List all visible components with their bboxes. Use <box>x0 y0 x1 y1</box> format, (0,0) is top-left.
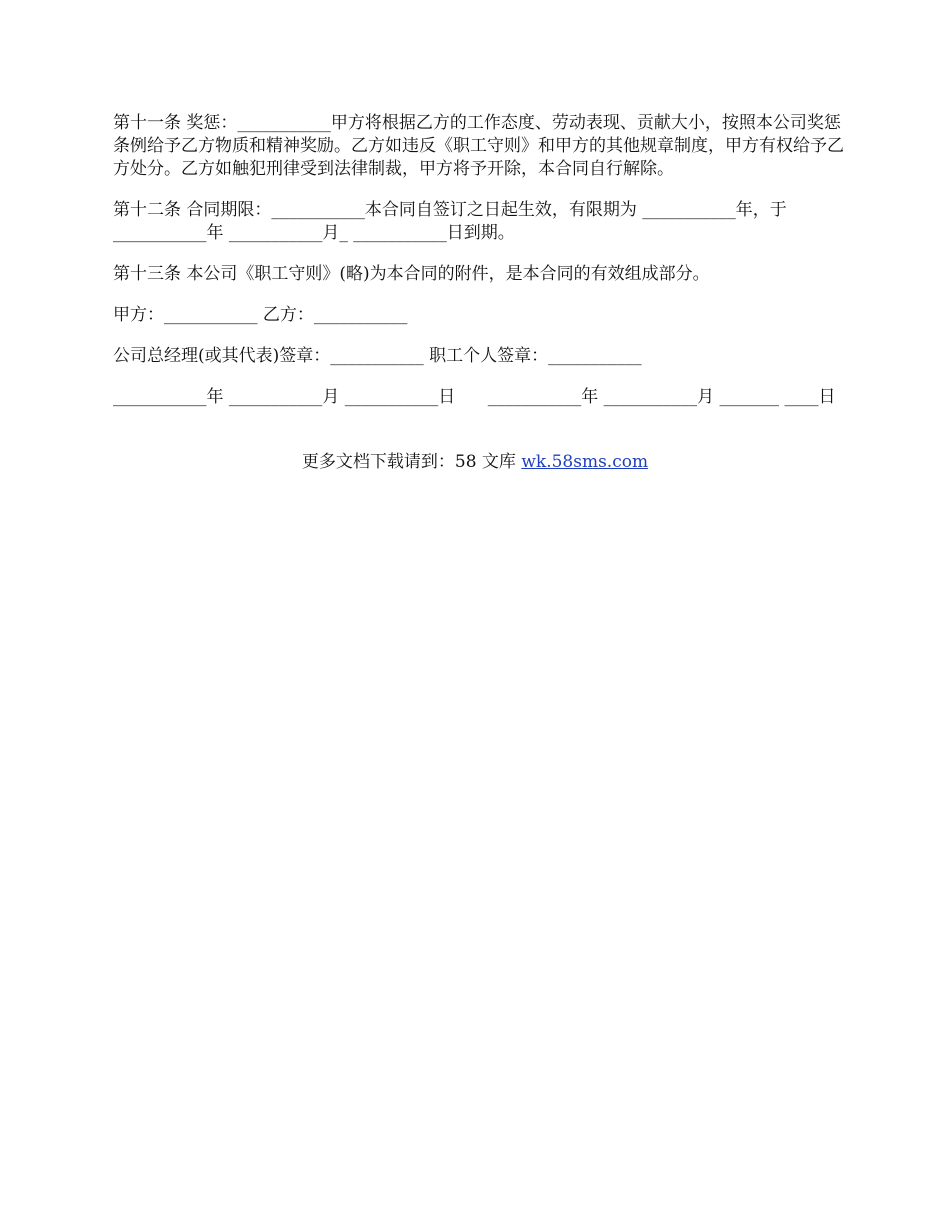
article-11-paragraph: 第十一条 奖惩：___________甲方将根据乙方的工作态度、劳动表现、贡献大小，按照本公司奖惩条例给予乙方物质和精神奖励。乙方如违反《职工守则》和甲方的其他规章制度，甲方有权给予乙方处分。乙方如触犯刑律受到法律制裁，甲方将予开除，本合同自行解除。 <box>113 113 844 179</box>
parties-line: 甲方：___________ 乙方：___________ <box>113 305 408 325</box>
footer-text: 更多文档下载请到：58 文库 <box>301 452 522 472</box>
signatures-line: 公司总经理(或其代表)签章：___________ 职工个人签章：___________ <box>113 346 642 366</box>
footer <box>0 451 950 474</box>
footer-link[interactable]: wk.58sms.com <box>521 452 649 472</box>
article-12-paragraph: 第十二条 合同期限：___________本合同自签订之日起生效，有限期为 ___________年，于 ___________年 ___________月_ ___________日到期。 <box>113 200 793 243</box>
article-13-paragraph: 第十三条 本公司《职工守则》(略)为本合同的附件，是本合同的有效组成部分。 <box>113 264 710 284</box>
document-body <box>113 112 853 427</box>
dates-line: ___________年 ___________月 ___________日 ___________年 ___________月 _______ ____日 <box>113 387 836 407</box>
